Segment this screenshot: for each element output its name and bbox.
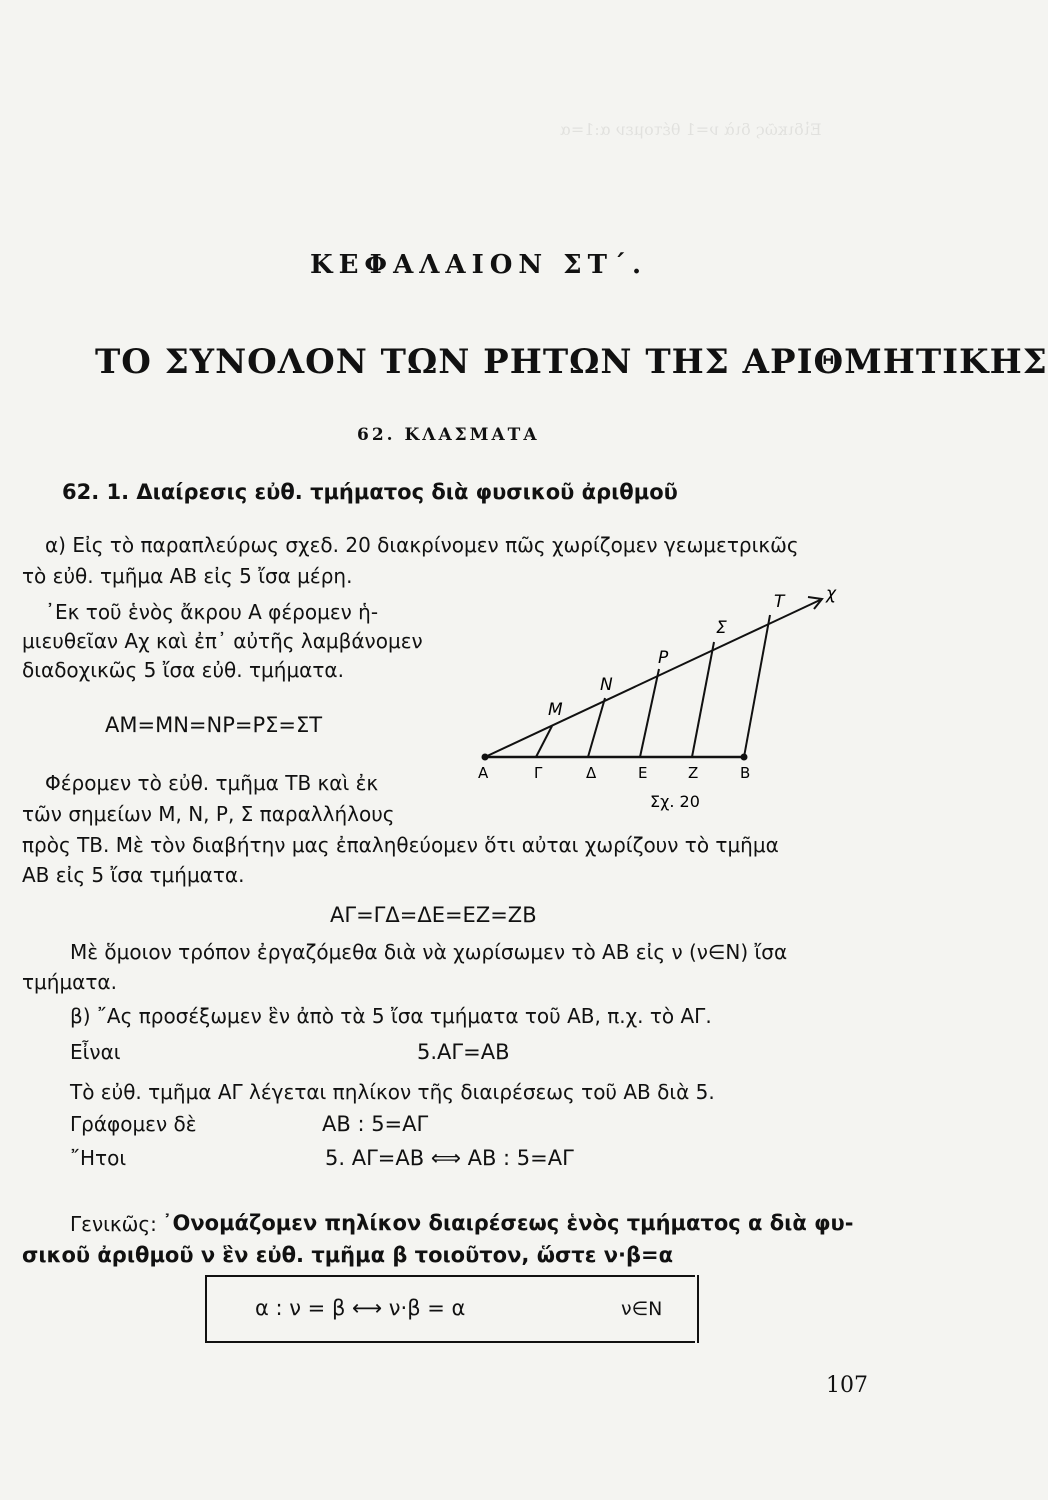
paragraph-b-line3: πρὸς ΤΒ. Μὲ τὸν διαβήτην μας ἐπαληθεύομεν ὅτι αὐται χωρίζουν τὸ τμῆμα (22, 833, 779, 857)
paragraph-b-line2: τῶν σημείων Μ, Ν, Ρ, Σ παραλλήλους (22, 802, 395, 826)
formula-box-bottom (205, 1341, 695, 1343)
paragraph-b-line4: ΑΒ εἰς 5 ἴσα τμήματα. (22, 863, 245, 887)
paragraph-a-line5: διαδοχικῶς 5 ἴσα εὐθ. τμήματα. (22, 658, 344, 682)
boxed-formula-domain: ν∈Ν (621, 1298, 663, 1320)
general-prefix: Γενικῶς: (70, 1212, 157, 1236)
segment-tb (744, 615, 770, 757)
chapter-title: ΤΟ ΣΥΝΟΛΟΝ ΤΩΝ ΡΗΤΩΝ ΤΗΣ ΑΡΙΘΜΗΤΙΚΗΣ (95, 342, 1048, 382)
ray-ax (485, 600, 820, 757)
page-number: 107 (826, 1373, 868, 1398)
einai-label: Εἶναι (70, 1040, 121, 1064)
boxed-formula: α : ν = β ⟷ ν·β = α (255, 1296, 466, 1320)
einai-equation: 5.ΑΓ=ΑΒ (417, 1040, 510, 1064)
general-line1: ᾿Ονομάζομεν πηλίκον διαιρέσεως ἑνὸς τμήματος α διὰ φυ- (162, 1211, 854, 1235)
label-beta: Β (740, 764, 751, 782)
paragraph-beta: β) ῎Ας προσέξωμεν ἓν ἀπὸ τὰ 5 ἴσα τμήματα τοῦ ΑΒ, π.χ. τὸ ΑΓ. (70, 1004, 712, 1028)
paragraph-c-line2: τμήματα. (22, 970, 117, 994)
itoi-equation: 5. ΑΓ=ΑΒ ⟺ ΑΒ : 5=ΑΓ (325, 1146, 574, 1170)
label-sigma: Σ (716, 618, 727, 638)
formula-box-top (205, 1275, 695, 1277)
itoi-label: ῎Ητοι (70, 1146, 127, 1170)
grafomen-label: Γράφομεν δὲ (70, 1112, 197, 1136)
paragraph-a-line3: ᾿Εκ τοῦ ἑνὸς ἄκρου Α φέρομεν ἡ- (45, 600, 379, 624)
label-n: Ν (600, 675, 613, 695)
paragraph-a-line4: μιευθεῖαν Αχ καὶ ἐπ᾿ αὐτῆς λαμβάνομεν (22, 629, 423, 653)
equation-segments-base: ΑΓ=ΓΔ=ΔΕ=ΕΖ=ΖΒ (330, 903, 537, 927)
paragraph-a-line2: τὸ εὐθ. τμῆμα ΑΒ εἰς 5 ἴσα μέρη. (22, 564, 353, 588)
label-delta: Δ (586, 764, 597, 782)
bleed-through-text: Εἰδικῶς διὰ ν=1 θέτομεν α:1=α (560, 120, 822, 139)
grafomen-equation: ΑΒ : 5=ΑΓ (322, 1112, 429, 1136)
point-a (482, 754, 489, 761)
pilikon-definition: Τὸ εὐθ. τμῆμα ΑΓ λέγεται πηλίκον τῆς διαιρέσεως τοῦ ΑΒ διὰ 5. (70, 1080, 715, 1104)
paragraph-a-line1: α) Εἰς τὸ παραπλεύρως σχεδ. 20 διακρίνομεν πῶς χωρίζομεν γεωμετρικῶς (45, 533, 799, 557)
label-tau: Τ (774, 592, 785, 612)
label-rho: Ρ (658, 648, 669, 668)
equation-segments-ray: ΑΜ=ΜΝ=ΝΡ=ΡΣ=ΣΤ (105, 713, 323, 737)
parallel-m-gamma (536, 726, 552, 757)
label-gamma: Γ (534, 764, 543, 782)
point-b (741, 754, 748, 761)
section-heading: 62. ΚΛΑΣΜΑΤΑ (357, 425, 540, 445)
label-epsilon: Ε (638, 764, 648, 782)
label-zeta: Ζ (688, 764, 699, 782)
label-alpha: Α (478, 764, 489, 782)
label-chi: χ (826, 584, 837, 604)
paragraph-c-line1: Μὲ ὅμοιον τρόπον ἐργαζόμεθα διὰ νὰ χωρίσωμεν τὸ ΑΒ εἰς ν (ν∈Ν) ἴσα (70, 940, 788, 964)
chapter-heading: ΚΕΦΑΛΑΙΟΝ ΣΤ΄. (310, 250, 647, 280)
label-m: Μ (548, 700, 563, 720)
paragraph-b-line1: Φέρομεν τὸ εὐθ. τμῆμα ΤΒ καὶ ἐκ (45, 771, 379, 795)
figure-caption: Σχ. 20 (650, 792, 700, 811)
general-line2: σικοῦ ἀριθμοῦ ν ἓν εὐθ. τμῆμα β τοιοῦτον, ὥστε ν·β=α (22, 1243, 674, 1267)
subsection-heading: 62. 1. Διαίρεσις εὐθ. τμήματος διὰ φυσικοῦ ἀριθμοῦ (62, 480, 678, 504)
figure-20-diagram (470, 575, 870, 815)
